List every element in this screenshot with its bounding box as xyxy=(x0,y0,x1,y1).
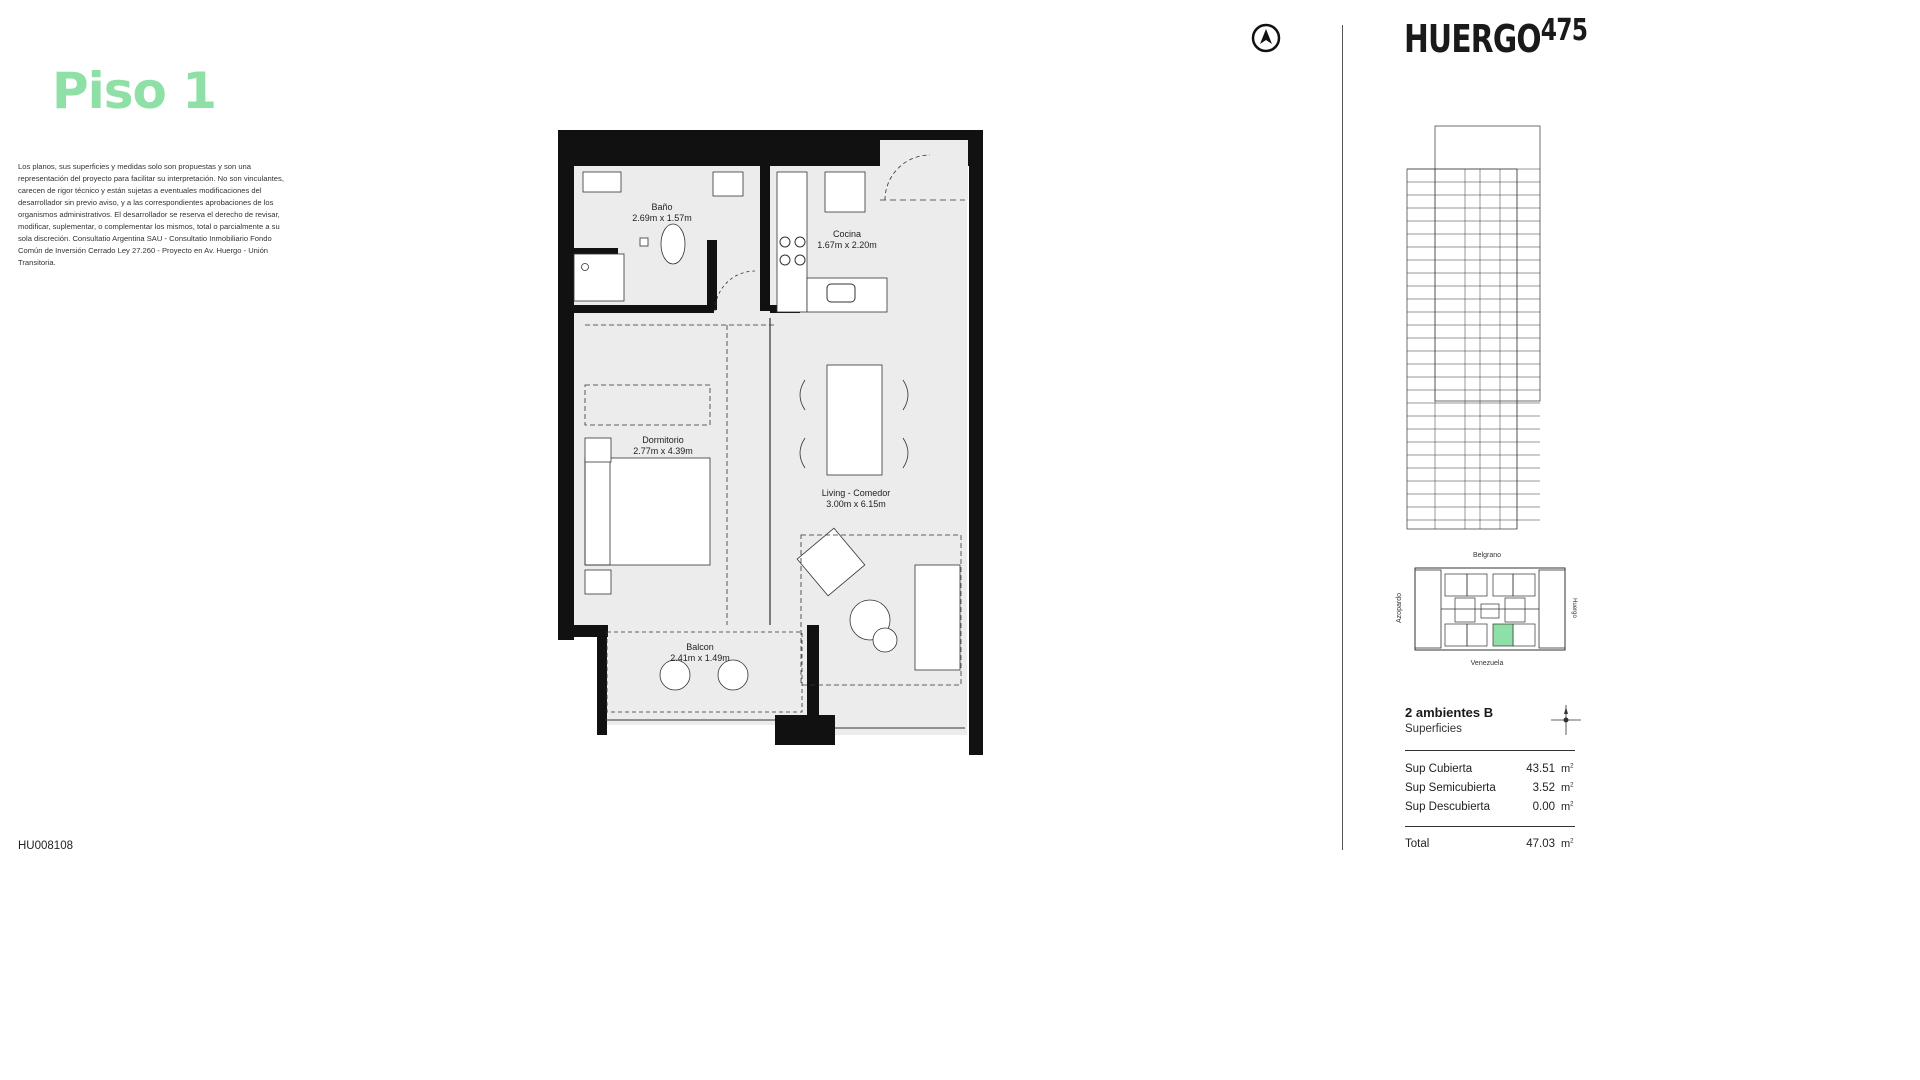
building-elevation xyxy=(1405,124,1580,539)
area-unit-semicubierta: $m^2$ xyxy=(1561,782,1574,794)
document-code: HU008108 xyxy=(18,840,73,852)
unit-highlight xyxy=(1493,624,1513,646)
area-label-descubierta: Sup Descubierta xyxy=(1405,801,1491,813)
brand-logo xyxy=(1404,13,1588,61)
brand-name: HUERGO xyxy=(1404,17,1541,61)
divider-line xyxy=(1342,25,1343,850)
area-unit-descubierta: $m^2$ xyxy=(1561,801,1574,813)
room-bath-name: Baño xyxy=(651,202,673,212)
street-left-label: Azopardo xyxy=(1396,593,1403,623)
area-label-semicubierta: Sup Semicubierta xyxy=(1405,782,1496,794)
table-rule-top xyxy=(1405,750,1575,751)
unit-type: 2 ambientes B xyxy=(1405,705,1494,720)
floor-plan xyxy=(545,120,1005,775)
room-kitchen-name: Cocina xyxy=(832,229,862,239)
street-top-label: Belgrano xyxy=(1472,552,1502,559)
area-label-total: Total xyxy=(1405,838,1430,850)
room-bath-size: 2.69m x 1.57m xyxy=(632,213,692,223)
area-unit-cubierta: $m^2$ xyxy=(1561,763,1574,775)
room-bedroom-size: 2.77m x 4.39m xyxy=(633,446,693,456)
area-label-cubierta: Sup Cubierta xyxy=(1405,763,1473,775)
area-value-total: 47.03 xyxy=(1526,838,1555,850)
brand-number: 475 xyxy=(1540,13,1588,48)
room-balcony-name: Balcon xyxy=(686,642,714,652)
floor-title: Piso 1 xyxy=(52,62,217,120)
disclaimer-text: Los planos, sus superficies y medidas solo son propuestas y son una representación del proyecto para facilitar su interpretación. No son vinculantes, carecen de rigor técnico y están sujetas a eventuales modificaciones del desarrollador sin previo aviso, y a las correspondientes aprobaciones de los organismos administrativos. El desarrollador se reserva el derecho de revisar, modificar, suplementar, o complementar los mismos, total o parcialmente a su sola discreción. Consultatio Argentina SAU - Consultatio Inmobiliario Fondo Común de Inversión Cerrado Ley 27.260 - Proyecto en Av. Huergo - Unión Transitoria. xyxy=(18,162,284,267)
site-plan xyxy=(1395,548,1575,673)
room-kitchen-size: 1.67m x 2.20m xyxy=(817,240,877,250)
unit-subtitle: Superficies xyxy=(1405,723,1462,735)
compass-rose-icon xyxy=(1548,702,1584,743)
north-arrow-icon xyxy=(1250,22,1282,59)
street-bottom-label: Venezuela xyxy=(1470,660,1504,667)
room-living-size: 3.00m x 6.15m xyxy=(826,499,886,509)
room-bedroom-name: Dormitorio xyxy=(642,435,684,445)
street-right-label: Huergo xyxy=(1571,598,1577,618)
table-rule-bottom xyxy=(1405,826,1575,827)
area-value-descubierta: 0.00 xyxy=(1532,801,1555,813)
area-value-semicubierta: 3.52 xyxy=(1532,782,1555,794)
area-value-cubierta: 43.51 xyxy=(1526,763,1555,775)
room-living-name: Living - Comedor xyxy=(821,488,891,498)
area-unit-total: $m^2$ xyxy=(1561,838,1574,850)
room-balcony-size: 2.41m x 1.49m xyxy=(670,653,730,663)
